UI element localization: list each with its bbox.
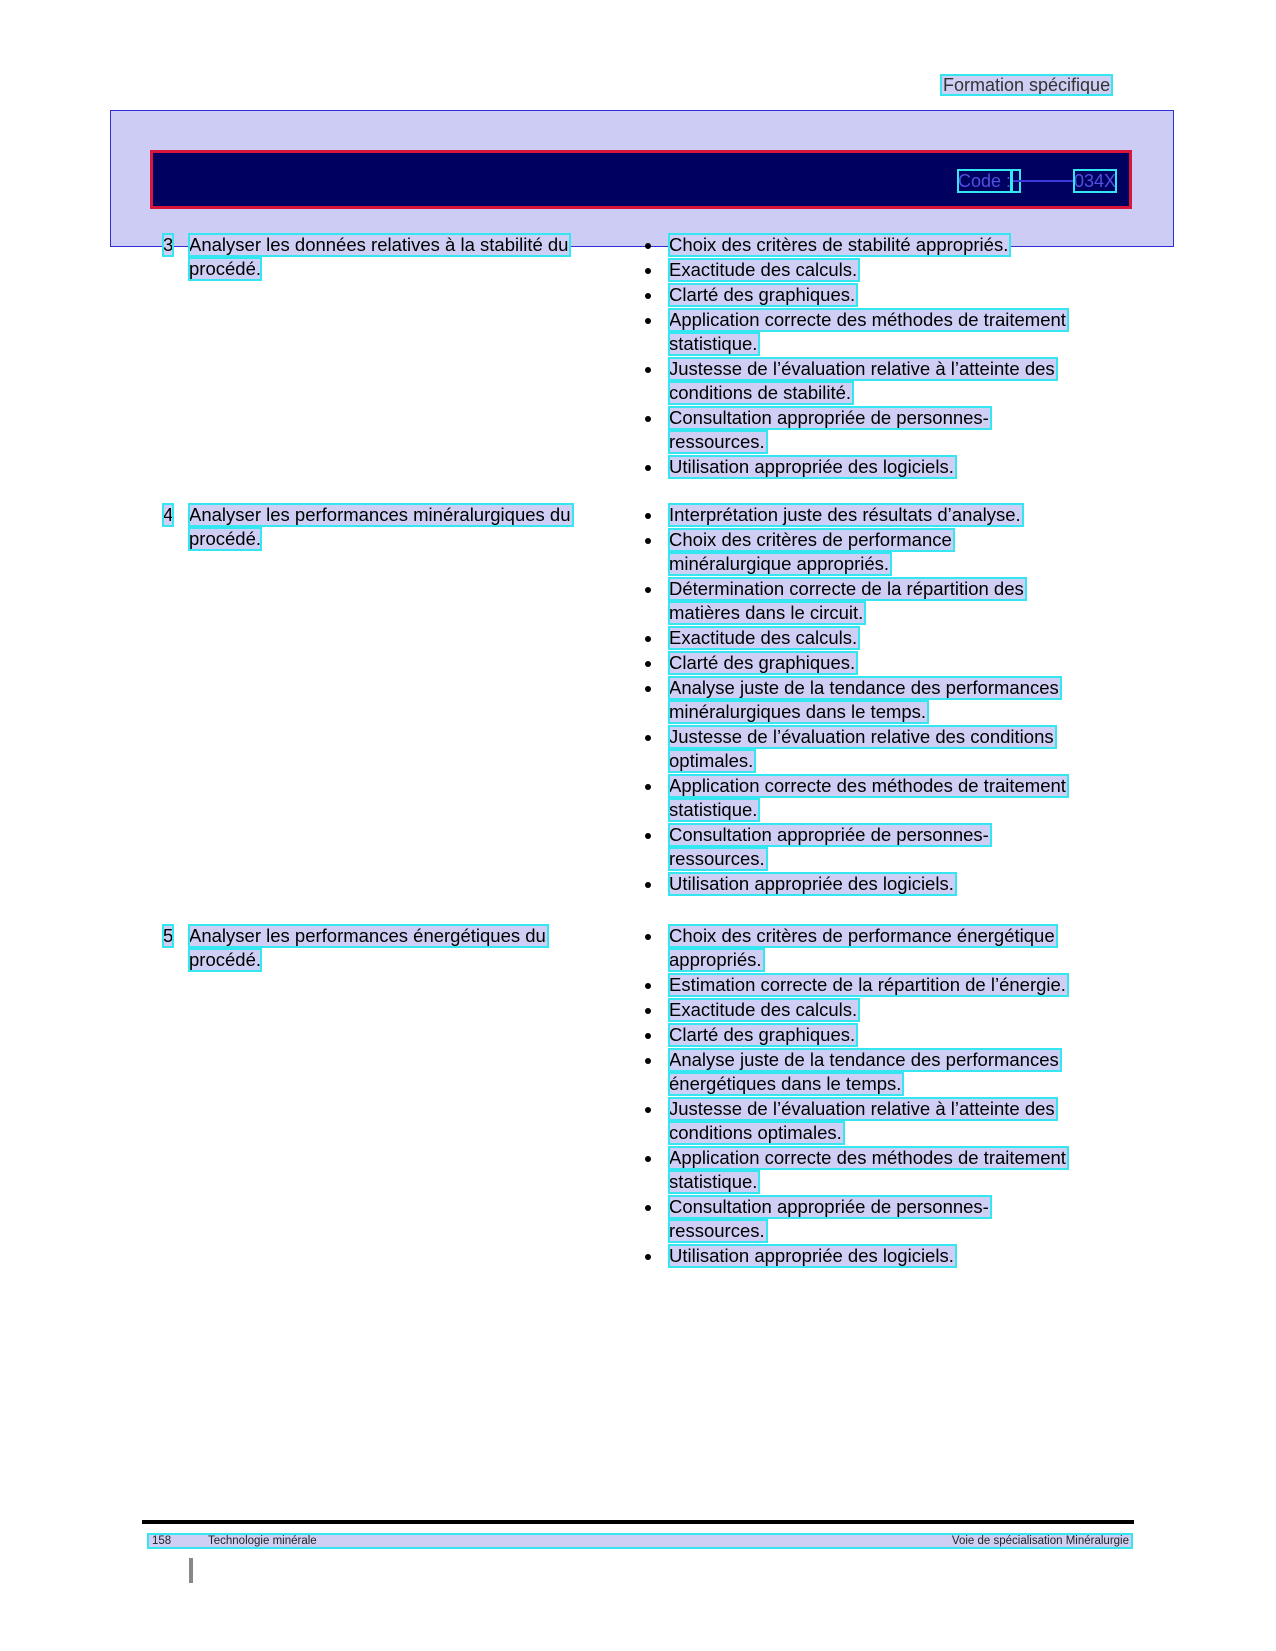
bullet-icon (645, 538, 651, 544)
bullet-icon (645, 465, 651, 471)
performance-criterion: Clarté des graphiques. (669, 1024, 856, 1045)
footer-specialisation: Voie de spécialisation Minéralurgie (951, 1535, 1129, 1547)
bullet-icon (645, 1107, 651, 1113)
competency-text: Analyser les performances énergétiques du (189, 925, 546, 946)
bullet-icon (645, 636, 651, 642)
performance-criterion: Consultation appropriée de personnes- (669, 407, 989, 428)
performance-criterion: Justesse de l’évaluation relative à l’atteinte des (669, 1098, 1055, 1119)
performance-criterion: Analyse juste de la tendance des performances (669, 677, 1059, 698)
bullet-icon (645, 1205, 651, 1211)
performance-criterion: Estimation correcte de la répartition de l’énergie. (669, 974, 1066, 995)
bullet-icon (645, 293, 651, 299)
performance-criterion: Application correcte des méthodes de traitement (669, 775, 1066, 796)
bullet-icon (645, 1254, 651, 1260)
section-label: Formation spécifique (943, 75, 1111, 95)
performance-criterion: optimales. (669, 750, 754, 771)
performance-criterion: ressources. (669, 431, 765, 452)
bullet-icon (645, 587, 651, 593)
performance-criterion: Utilisation appropriée des logiciels. (669, 1245, 954, 1266)
competency-number: 5 (163, 925, 174, 946)
performance-criterion: Exactitude des calculs. (669, 627, 858, 648)
bullet-icon (645, 416, 651, 422)
footer-rule (142, 1520, 1134, 1524)
performance-criterion: Choix des critères de stabilité appropriés. (669, 234, 1009, 255)
performance-criterion: statistique. (669, 799, 758, 820)
performance-criterion: Détermination correcte de la répartition des (669, 578, 1024, 599)
competency-text: procédé. (189, 258, 261, 279)
performance-criterion: Clarté des graphiques. (669, 284, 856, 305)
code-value: 034X (1074, 171, 1117, 191)
bullet-icon (645, 833, 651, 839)
performance-criterion: Interprétation juste des résultats d’analyse. (669, 504, 1021, 525)
bullet-icon (645, 983, 651, 989)
bullet-icon (645, 1033, 651, 1039)
bullet-icon (645, 686, 651, 692)
performance-criterion: conditions de stabilité. (669, 382, 852, 403)
performance-criterion: Justesse de l’évaluation relative des conditions (669, 726, 1054, 747)
bullet-icon (645, 513, 651, 519)
performance-criterion: Consultation appropriée de personnes- (669, 1196, 989, 1217)
bullet-icon (645, 367, 651, 373)
code-underline (1013, 180, 1073, 182)
competency-text: procédé. (189, 949, 261, 970)
bullet-icon (645, 882, 651, 888)
performance-criterion: minéralurgiques dans le temps. (669, 701, 927, 722)
bullet-icon (645, 661, 651, 667)
bullet-icon (645, 934, 651, 940)
performance-criterion: statistique. (669, 1171, 758, 1192)
performance-criterion: ressources. (669, 1220, 765, 1241)
performance-criterion: appropriés. (669, 949, 762, 970)
performance-criterion: Exactitude des calculs. (669, 259, 858, 280)
performance-criterion: énergétiques dans le temps. (669, 1073, 902, 1094)
bullet-icon (645, 1058, 651, 1064)
performance-criterion: Analyse juste de la tendance des performances (669, 1049, 1059, 1070)
competency-text: Analyser les performances minéralurgiques du (189, 504, 571, 525)
performance-criterion: Consultation appropriée de personnes- (669, 824, 989, 845)
performance-criterion: minéralurgique appropriés. (669, 553, 890, 574)
performance-criterion: Justesse de l’évaluation relative à l’atteinte des (669, 358, 1055, 379)
performance-criterion: Application correcte des méthodes de traitement (669, 1147, 1066, 1168)
performance-criterion: statistique. (669, 333, 758, 354)
margin-bar (189, 1558, 193, 1583)
bullet-icon (645, 1008, 651, 1014)
competency-number: 4 (163, 504, 174, 525)
performance-criterion: Utilisation appropriée des logiciels. (669, 456, 954, 477)
performance-criterion: Choix des critères de performance énergétique (669, 925, 1055, 946)
competency-text: Analyser les données relatives à la stabilité du (189, 234, 569, 255)
footer-program: Technologie minérale (208, 1535, 317, 1547)
bullet-icon (645, 735, 651, 741)
bullet-icon (645, 268, 651, 274)
competency-number: 3 (163, 234, 174, 255)
bullet-icon (645, 243, 651, 249)
bullet-icon (645, 1156, 651, 1162)
bullet-icon (645, 784, 651, 790)
performance-criterion: Exactitude des calculs. (669, 999, 858, 1020)
page-number: 158 (152, 1535, 172, 1547)
performance-criterion: Clarté des graphiques. (669, 652, 856, 673)
performance-criterion: Utilisation appropriée des logiciels. (669, 873, 954, 894)
performance-criterion: matières dans le circuit. (669, 602, 864, 623)
performance-criterion: conditions optimales. (669, 1122, 842, 1143)
performance-criterion: Choix des critères de performance (669, 529, 952, 550)
performance-criterion: ressources. (669, 848, 765, 869)
bullet-icon (645, 318, 651, 324)
code-label: Code : (958, 171, 1012, 191)
performance-criterion: Application correcte des méthodes de traitement (669, 309, 1066, 330)
competency-text: procédé. (189, 528, 261, 549)
